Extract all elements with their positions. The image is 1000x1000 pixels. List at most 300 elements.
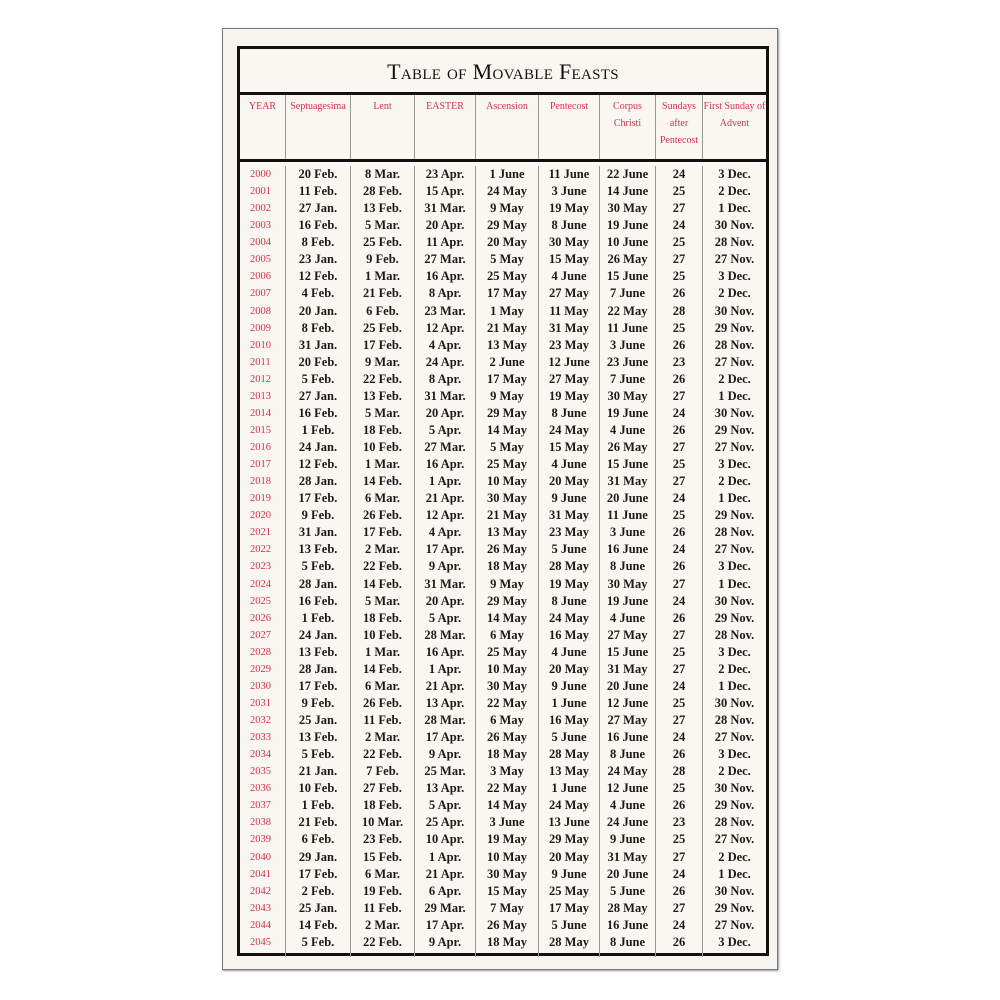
table-row bbox=[240, 661, 766, 678]
cell-corpus-christi: 8 June bbox=[600, 558, 656, 575]
cell-sundays-after-pentecost: 27 bbox=[656, 712, 703, 729]
cell-septuagesima: 24 Jan. bbox=[286, 627, 351, 644]
cell-pentecost: 31 May bbox=[539, 320, 600, 337]
cell-year: 2039 bbox=[240, 831, 286, 848]
cell-lent: 1 Mar. bbox=[351, 456, 415, 473]
cell-pentecost: 19 May bbox=[539, 576, 600, 593]
cell-easter: 20 Apr. bbox=[415, 217, 476, 234]
cell-pentecost: 24 May bbox=[539, 610, 600, 627]
table-header bbox=[240, 95, 766, 162]
cell-sundays-after-pentecost: 24 bbox=[656, 405, 703, 422]
cell-septuagesima: 8 Feb. bbox=[286, 320, 351, 337]
cell-ascension: 14 May bbox=[476, 797, 539, 814]
cell-easter: 13 Apr. bbox=[415, 780, 476, 797]
cell-first-sunday-of-advent: 2 Dec. bbox=[718, 184, 751, 199]
cell-sundays-after-pentecost: 27 bbox=[656, 849, 703, 866]
column-header-year: YEAR bbox=[240, 95, 286, 159]
cell-ascension: 9 May bbox=[476, 200, 539, 217]
cell-easter: 8 Apr. bbox=[415, 371, 476, 388]
table-row bbox=[240, 371, 766, 388]
cell-pentecost: 13 May bbox=[539, 763, 600, 780]
cell-corpus-christi: 8 June bbox=[600, 746, 656, 763]
cell-sundays-after-pentecost: 24 bbox=[656, 166, 703, 183]
cell-corpus-christi: 15 June bbox=[600, 644, 656, 661]
cell-pentecost: 1 June bbox=[539, 695, 600, 712]
cell-ascension: 3 May bbox=[476, 763, 539, 780]
cell-corpus-christi: 31 May bbox=[600, 661, 656, 678]
cell-pentecost: 11 May bbox=[539, 303, 600, 320]
cell-easter: 24 Apr. bbox=[415, 354, 476, 371]
cell-first-sunday-of-advent: 27 Nov. bbox=[714, 917, 755, 932]
cell-first-sunday-of-advent: 1 Dec. bbox=[718, 678, 751, 693]
cell-ascension: 13 May bbox=[476, 337, 539, 354]
cell-corpus-christi: 11 June bbox=[600, 507, 656, 524]
cell-year: 2006 bbox=[240, 268, 286, 285]
cell-sundays-after-pentecost: 24 bbox=[656, 917, 703, 934]
cell-year: 2005 bbox=[240, 251, 286, 268]
cell-lent: 6 Mar. bbox=[351, 490, 415, 507]
cell-lent: 28 Feb. bbox=[351, 183, 415, 200]
cell-septuagesima: 1 Feb. bbox=[286, 797, 351, 814]
cell-lent: 2 Mar. bbox=[351, 729, 415, 746]
cell-sundays-after-pentecost: 26 bbox=[656, 371, 703, 388]
cell-pentecost: 9 June bbox=[539, 678, 600, 695]
cell-year: 2007 bbox=[240, 285, 286, 302]
cell-year: 2036 bbox=[240, 780, 286, 797]
cell-lent: 14 Feb. bbox=[351, 576, 415, 593]
table-row bbox=[240, 217, 766, 234]
table-row bbox=[240, 593, 766, 610]
cell-first-sunday-of-advent: 28 Nov. bbox=[714, 525, 755, 540]
cell-septuagesima: 24 Jan. bbox=[286, 439, 351, 456]
cell-easter: 15 Apr. bbox=[415, 183, 476, 200]
cell-septuagesima: 13 Feb. bbox=[286, 644, 351, 661]
cell-first-sunday-of-advent: 30 Nov. bbox=[714, 781, 755, 796]
cell-easter: 16 Apr. bbox=[415, 456, 476, 473]
cell-year: 2024 bbox=[240, 576, 286, 593]
cell-lent: 19 Feb. bbox=[351, 883, 415, 900]
table-row bbox=[240, 900, 766, 917]
cell-year: 2013 bbox=[240, 388, 286, 405]
cell-easter: 6 Apr. bbox=[415, 883, 476, 900]
cell-corpus-christi: 12 June bbox=[600, 780, 656, 797]
table-row bbox=[240, 695, 766, 712]
cell-corpus-christi: 30 May bbox=[600, 388, 656, 405]
cell-lent: 22 Feb. bbox=[351, 371, 415, 388]
cell-corpus-christi: 9 June bbox=[600, 831, 656, 848]
cell-corpus-christi: 8 June bbox=[600, 934, 656, 957]
cell-year: 2030 bbox=[240, 678, 286, 695]
cell-lent: 2 Mar. bbox=[351, 917, 415, 934]
table-row bbox=[240, 183, 766, 200]
table-row bbox=[240, 831, 766, 848]
cell-lent: 6 Feb. bbox=[351, 303, 415, 320]
cell-lent: 25 Feb. bbox=[351, 320, 415, 337]
cell-year: 2035 bbox=[240, 763, 286, 780]
cell-ascension: 30 May bbox=[476, 490, 539, 507]
cell-sundays-after-pentecost: 26 bbox=[656, 337, 703, 354]
cell-pentecost: 3 June bbox=[539, 183, 600, 200]
cell-lent: 17 Feb. bbox=[351, 524, 415, 541]
cell-pentecost: 30 May bbox=[539, 234, 600, 251]
cell-easter: 5 Apr. bbox=[415, 797, 476, 814]
cell-sundays-after-pentecost: 26 bbox=[656, 934, 703, 957]
column-header-corpus-christi: Corpus Christi bbox=[600, 95, 656, 159]
cell-corpus-christi: 4 June bbox=[600, 422, 656, 439]
cell-easter: 9 Apr. bbox=[415, 558, 476, 575]
cell-pentecost: 4 June bbox=[539, 456, 600, 473]
cell-corpus-christi: 15 June bbox=[600, 456, 656, 473]
cell-corpus-christi: 10 June bbox=[600, 234, 656, 251]
cell-first-sunday-of-advent: 29 Nov. bbox=[714, 900, 755, 915]
cell-sundays-after-pentecost: 25 bbox=[656, 234, 703, 251]
cell-ascension: 1 June bbox=[476, 166, 539, 183]
cell-corpus-christi: 3 June bbox=[600, 337, 656, 354]
cell-ascension: 29 May bbox=[476, 405, 539, 422]
cell-year: 2032 bbox=[240, 712, 286, 729]
cell-septuagesima: 12 Feb. bbox=[286, 268, 351, 285]
cell-septuagesima: 21 Feb. bbox=[286, 814, 351, 831]
cell-lent: 10 Feb. bbox=[351, 439, 415, 456]
cell-ascension: 10 May bbox=[476, 849, 539, 866]
cell-septuagesima: 20 Feb. bbox=[286, 354, 351, 371]
cell-septuagesima: 23 Jan. bbox=[286, 251, 351, 268]
cell-septuagesima: 21 Jan. bbox=[286, 763, 351, 780]
cell-pentecost: 15 May bbox=[539, 251, 600, 268]
cell-year: 2040 bbox=[240, 849, 286, 866]
cell-pentecost: 5 June bbox=[539, 729, 600, 746]
cell-septuagesima: 25 Jan. bbox=[286, 900, 351, 917]
cell-septuagesima: 20 Jan. bbox=[286, 303, 351, 320]
cell-corpus-christi: 26 May bbox=[600, 251, 656, 268]
column-header-lent: Lent bbox=[351, 95, 415, 159]
table-row bbox=[240, 303, 766, 320]
cell-pentecost: 24 May bbox=[539, 797, 600, 814]
cell-sundays-after-pentecost: 26 bbox=[656, 610, 703, 627]
cell-year: 2023 bbox=[240, 558, 286, 575]
cell-easter: 29 Mar. bbox=[415, 900, 476, 917]
cell-corpus-christi: 14 June bbox=[600, 183, 656, 200]
table-row bbox=[240, 268, 766, 285]
cell-easter: 31 Mar. bbox=[415, 576, 476, 593]
cell-ascension: 19 May bbox=[476, 831, 539, 848]
cell-easter: 16 Apr. bbox=[415, 644, 476, 661]
cell-pentecost: 20 May bbox=[539, 849, 600, 866]
cell-septuagesima: 17 Feb. bbox=[286, 866, 351, 883]
cell-lent: 1 Mar. bbox=[351, 644, 415, 661]
table-row bbox=[240, 422, 766, 439]
cell-first-sunday-of-advent: 29 Nov. bbox=[714, 422, 755, 437]
cell-corpus-christi: 5 June bbox=[600, 883, 656, 900]
cell-pentecost: 13 June bbox=[539, 814, 600, 831]
cell-first-sunday-of-advent: 28 Nov. bbox=[714, 235, 755, 250]
cell-first-sunday-of-advent: 29 Nov. bbox=[714, 798, 755, 813]
table-row bbox=[240, 337, 766, 354]
cell-lent: 6 Mar. bbox=[351, 678, 415, 695]
cell-ascension: 22 May bbox=[476, 695, 539, 712]
cell-septuagesima: 5 Feb. bbox=[286, 371, 351, 388]
cell-easter: 17 Apr. bbox=[415, 541, 476, 558]
column-header-easter: EASTER bbox=[415, 95, 476, 159]
cell-sundays-after-pentecost: 26 bbox=[656, 558, 703, 575]
cell-first-sunday-of-advent: 27 Nov. bbox=[714, 542, 755, 557]
table-row bbox=[240, 917, 766, 934]
cell-easter: 23 Mar. bbox=[415, 303, 476, 320]
cell-lent: 7 Feb. bbox=[351, 763, 415, 780]
cell-pentecost: 5 June bbox=[539, 917, 600, 934]
cell-first-sunday-of-advent: 29 Nov. bbox=[714, 508, 755, 523]
cell-ascension: 18 May bbox=[476, 558, 539, 575]
table-row bbox=[240, 507, 766, 524]
cell-sundays-after-pentecost: 27 bbox=[656, 576, 703, 593]
table-row bbox=[240, 866, 766, 883]
cell-year: 2015 bbox=[240, 422, 286, 439]
cell-pentecost: 8 June bbox=[539, 593, 600, 610]
cell-ascension: 24 May bbox=[476, 183, 539, 200]
cell-sundays-after-pentecost: 26 bbox=[656, 524, 703, 541]
cell-first-sunday-of-advent: 30 Nov. bbox=[714, 593, 755, 608]
cell-pentecost: 8 June bbox=[539, 217, 600, 234]
cell-first-sunday-of-advent: 27 Nov. bbox=[714, 730, 755, 745]
cell-sundays-after-pentecost: 25 bbox=[656, 831, 703, 848]
cell-corpus-christi: 24 May bbox=[600, 763, 656, 780]
cell-year: 2042 bbox=[240, 883, 286, 900]
cell-year: 2021 bbox=[240, 524, 286, 541]
cell-septuagesima: 28 Jan. bbox=[286, 661, 351, 678]
cell-septuagesima: 10 Feb. bbox=[286, 780, 351, 797]
cell-lent: 9 Mar. bbox=[351, 354, 415, 371]
table-row bbox=[240, 320, 766, 337]
cell-lent: 17 Feb. bbox=[351, 337, 415, 354]
cell-septuagesima: 27 Jan. bbox=[286, 388, 351, 405]
cell-first-sunday-of-advent: 3 Dec. bbox=[718, 747, 751, 762]
cell-septuagesima: 6 Feb. bbox=[286, 831, 351, 848]
cell-ascension: 9 May bbox=[476, 388, 539, 405]
table-row bbox=[240, 524, 766, 541]
cell-year: 2031 bbox=[240, 695, 286, 712]
table-row bbox=[240, 678, 766, 695]
cell-ascension: 25 May bbox=[476, 268, 539, 285]
cell-sundays-after-pentecost: 27 bbox=[656, 661, 703, 678]
table-row bbox=[240, 576, 766, 593]
cell-easter: 4 Apr. bbox=[415, 337, 476, 354]
cell-lent: 21 Feb. bbox=[351, 285, 415, 302]
cell-ascension: 25 May bbox=[476, 456, 539, 473]
cell-sundays-after-pentecost: 25 bbox=[656, 183, 703, 200]
cell-lent: 26 Feb. bbox=[351, 695, 415, 712]
cell-year: 2025 bbox=[240, 593, 286, 610]
cell-easter: 31 Mar. bbox=[415, 200, 476, 217]
cell-pentecost: 17 May bbox=[539, 900, 600, 917]
cell-pentecost: 12 June bbox=[539, 354, 600, 371]
cell-easter: 17 Apr. bbox=[415, 917, 476, 934]
cell-first-sunday-of-advent: 2 Dec. bbox=[718, 764, 751, 779]
cell-septuagesima: 5 Feb. bbox=[286, 934, 351, 957]
cell-easter: 1 Apr. bbox=[415, 473, 476, 490]
cell-easter: 9 Apr. bbox=[415, 934, 476, 957]
table-row bbox=[240, 780, 766, 797]
cell-ascension: 30 May bbox=[476, 866, 539, 883]
table-row bbox=[240, 644, 766, 661]
cell-sundays-after-pentecost: 24 bbox=[656, 729, 703, 746]
cell-lent: 26 Feb. bbox=[351, 507, 415, 524]
cell-easter: 12 Apr. bbox=[415, 507, 476, 524]
cell-easter: 13 Apr. bbox=[415, 695, 476, 712]
cell-sundays-after-pentecost: 28 bbox=[656, 763, 703, 780]
table-row bbox=[240, 712, 766, 729]
cell-ascension: 30 May bbox=[476, 678, 539, 695]
cell-corpus-christi: 11 June bbox=[600, 320, 656, 337]
cell-lent: 6 Mar. bbox=[351, 866, 415, 883]
cell-corpus-christi: 12 June bbox=[600, 695, 656, 712]
table-row bbox=[240, 610, 766, 627]
cell-easter: 4 Apr. bbox=[415, 524, 476, 541]
cell-sundays-after-pentecost: 25 bbox=[656, 507, 703, 524]
cell-year: 2038 bbox=[240, 814, 286, 831]
cell-corpus-christi: 7 June bbox=[600, 285, 656, 302]
cell-pentecost: 31 May bbox=[539, 507, 600, 524]
cell-year: 2004 bbox=[240, 234, 286, 251]
cell-corpus-christi: 19 June bbox=[600, 593, 656, 610]
cell-first-sunday-of-advent: 28 Nov. bbox=[714, 815, 755, 830]
cell-lent: 25 Feb. bbox=[351, 234, 415, 251]
cell-ascension: 17 May bbox=[476, 371, 539, 388]
cell-first-sunday-of-advent: 3 Dec. bbox=[718, 644, 751, 659]
table-row bbox=[240, 541, 766, 558]
cell-septuagesima: 20 Feb. bbox=[286, 166, 351, 183]
cell-first-sunday-of-advent: 28 Nov. bbox=[714, 627, 755, 642]
cell-sundays-after-pentecost: 25 bbox=[656, 780, 703, 797]
cell-sundays-after-pentecost: 26 bbox=[656, 746, 703, 763]
cell-ascension: 10 May bbox=[476, 473, 539, 490]
cell-year: 2034 bbox=[240, 746, 286, 763]
cell-ascension: 9 May bbox=[476, 576, 539, 593]
cell-corpus-christi: 20 June bbox=[600, 866, 656, 883]
cell-first-sunday-of-advent: 1 Dec. bbox=[718, 576, 751, 591]
cell-easter: 21 Apr. bbox=[415, 490, 476, 507]
cell-sundays-after-pentecost: 24 bbox=[656, 490, 703, 507]
cell-corpus-christi: 27 May bbox=[600, 627, 656, 644]
cell-first-sunday-of-advent: 29 Nov. bbox=[714, 320, 755, 335]
table-row bbox=[240, 456, 766, 473]
cell-lent: 11 Feb. bbox=[351, 712, 415, 729]
cell-sundays-after-pentecost: 26 bbox=[656, 797, 703, 814]
cell-easter: 21 Apr. bbox=[415, 678, 476, 695]
cell-ascension: 29 May bbox=[476, 593, 539, 610]
cell-easter: 10 Apr. bbox=[415, 831, 476, 848]
cell-lent: 14 Feb. bbox=[351, 661, 415, 678]
cell-pentecost: 23 May bbox=[539, 337, 600, 354]
cell-lent: 5 Mar. bbox=[351, 217, 415, 234]
column-header-first-sunday-of-advent: First Sunday of Advent bbox=[703, 101, 766, 129]
cell-first-sunday-of-advent: 27 Nov. bbox=[714, 440, 755, 454]
cell-ascension: 26 May bbox=[476, 917, 539, 934]
cell-ascension: 29 May bbox=[476, 217, 539, 234]
cell-pentecost: 27 May bbox=[539, 285, 600, 302]
cell-lent: 10 Feb. bbox=[351, 627, 415, 644]
cell-sundays-after-pentecost: 24 bbox=[656, 678, 703, 695]
cell-septuagesima: 14 Feb. bbox=[286, 917, 351, 934]
cell-first-sunday-of-advent: 2 Dec. bbox=[718, 661, 751, 676]
table-row bbox=[240, 746, 766, 763]
cell-lent: 13 Feb. bbox=[351, 388, 415, 405]
cell-first-sunday-of-advent: 30 Nov. bbox=[714, 303, 755, 318]
cell-ascension: 21 May bbox=[476, 320, 539, 337]
cell-first-sunday-of-advent: 30 Nov. bbox=[714, 883, 755, 898]
cell-first-sunday-of-advent: 27 Nov. bbox=[714, 354, 755, 369]
table-body bbox=[240, 162, 766, 951]
cell-easter: 16 Apr. bbox=[415, 268, 476, 285]
table-row bbox=[240, 627, 766, 644]
cell-year: 2017 bbox=[240, 456, 286, 473]
table-row bbox=[240, 405, 766, 422]
table-row bbox=[240, 558, 766, 575]
cell-septuagesima: 16 Feb. bbox=[286, 405, 351, 422]
cell-pentecost: 20 May bbox=[539, 473, 600, 490]
cell-ascension: 1 May bbox=[476, 303, 539, 320]
cell-septuagesima: 8 Feb. bbox=[286, 234, 351, 251]
cell-pentecost: 15 May bbox=[539, 439, 600, 456]
cell-ascension: 5 May bbox=[476, 439, 539, 456]
cell-year: 2009 bbox=[240, 320, 286, 337]
column-header-ascension: Ascension bbox=[476, 95, 539, 159]
cell-first-sunday-of-advent: 2 Dec. bbox=[718, 286, 751, 301]
cell-lent: 22 Feb. bbox=[351, 934, 415, 957]
cell-septuagesima: 31 Jan. bbox=[286, 524, 351, 541]
cell-easter: 21 Apr. bbox=[415, 866, 476, 883]
cell-lent: 1 Mar. bbox=[351, 268, 415, 285]
cell-pentecost: 4 June bbox=[539, 644, 600, 661]
cell-corpus-christi: 20 June bbox=[600, 678, 656, 695]
cell-easter: 20 Apr. bbox=[415, 405, 476, 422]
cell-pentecost: 24 May bbox=[539, 422, 600, 439]
cell-sundays-after-pentecost: 25 bbox=[656, 695, 703, 712]
table-row bbox=[240, 388, 766, 405]
cell-septuagesima: 9 Feb. bbox=[286, 507, 351, 524]
cell-first-sunday-of-advent: 3 Dec. bbox=[718, 457, 751, 472]
cell-septuagesima: 17 Feb. bbox=[286, 678, 351, 695]
cell-easter: 31 Mar. bbox=[415, 388, 476, 405]
cell-septuagesima: 13 Feb. bbox=[286, 541, 351, 558]
table-row bbox=[240, 354, 766, 371]
cell-year: 2014 bbox=[240, 405, 286, 422]
cell-pentecost: 19 May bbox=[539, 200, 600, 217]
cell-sundays-after-pentecost: 27 bbox=[656, 251, 703, 268]
cell-pentecost: 9 June bbox=[539, 490, 600, 507]
cell-pentecost: 29 May bbox=[539, 831, 600, 848]
cell-year: 2020 bbox=[240, 507, 286, 524]
cell-easter: 1 Apr. bbox=[415, 661, 476, 678]
cell-year: 2016 bbox=[240, 439, 286, 456]
cell-pentecost: 28 May bbox=[539, 934, 600, 957]
column-header-sundays-after-pentecost: Sundays after Pentecost bbox=[656, 95, 703, 159]
cell-lent: 18 Feb. bbox=[351, 610, 415, 627]
cell-easter: 8 Apr. bbox=[415, 285, 476, 302]
cell-first-sunday-of-advent: 28 Nov. bbox=[714, 337, 755, 352]
cell-lent: 5 Mar. bbox=[351, 593, 415, 610]
cell-year: 2028 bbox=[240, 644, 286, 661]
table-title: Table of Movable Feasts bbox=[240, 49, 766, 95]
cell-lent: 22 Feb. bbox=[351, 558, 415, 575]
cell-pentecost: 19 May bbox=[539, 388, 600, 405]
cell-septuagesima: 5 Feb. bbox=[286, 746, 351, 763]
cell-septuagesima: 9 Feb. bbox=[286, 695, 351, 712]
cell-sundays-after-pentecost: 27 bbox=[656, 439, 703, 456]
cell-ascension: 10 May bbox=[476, 661, 539, 678]
cell-septuagesima: 17 Feb. bbox=[286, 490, 351, 507]
table-row bbox=[240, 200, 766, 217]
cell-first-sunday-of-advent: 3 Dec. bbox=[718, 934, 751, 949]
